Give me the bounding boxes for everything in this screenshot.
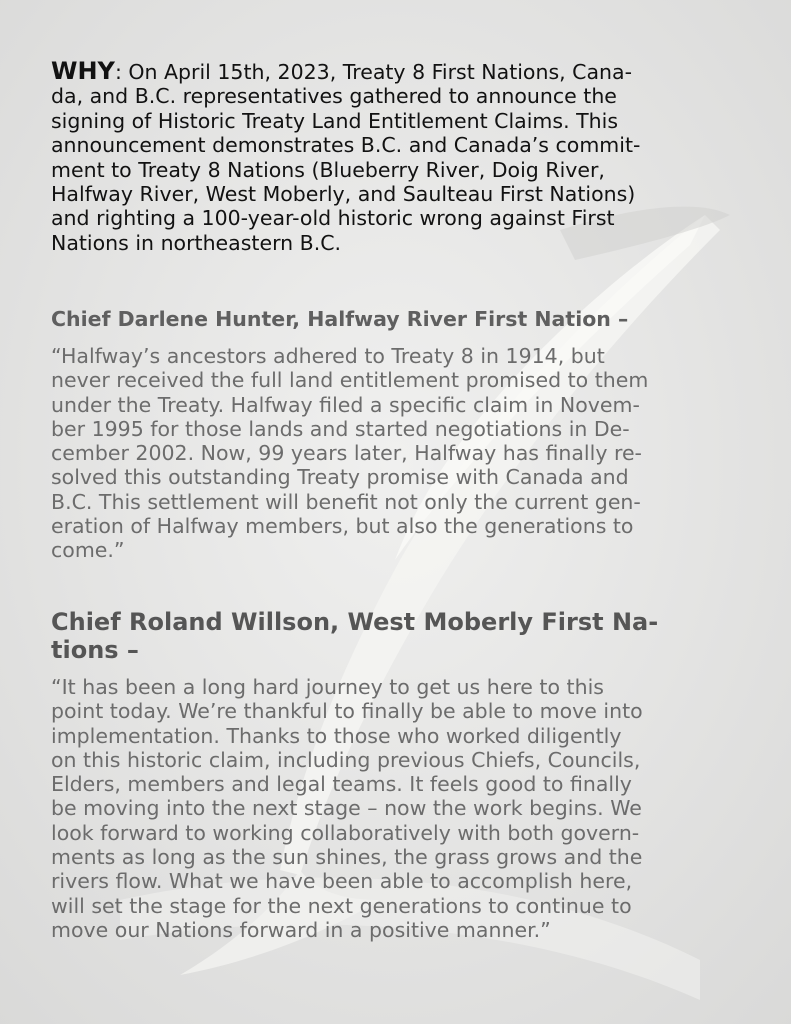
why-line: announcement demonstrates B.C. and Canada’s commit- bbox=[51, 133, 641, 158]
why-line: Nations in northeastern B.C. bbox=[51, 230, 342, 255]
quote-line: “Halfway’s ancestors adhered to Treaty 8 in 1914, but bbox=[51, 344, 605, 368]
quote-line: ments as long as the sun shines, the grass grows and the bbox=[51, 845, 643, 870]
quote-line: come.” bbox=[51, 538, 125, 563]
why-line: signing of Historic Treaty Land Entitlement Claims. This bbox=[51, 108, 619, 133]
why-line: and righting a 100-year-old historic wrong against First bbox=[51, 206, 615, 231]
why-line: ment to Treaty 8 Nations (Blueberry River, Doig River, bbox=[51, 157, 605, 182]
quote-2-text bbox=[51, 675, 741, 942]
heading-line: tions – bbox=[51, 636, 139, 664]
quote-line: implementation. Thanks to those who worked diligently bbox=[51, 723, 622, 748]
quote-line: never received the full land entitlement promised to them bbox=[51, 368, 649, 393]
quote-1-text bbox=[51, 344, 741, 563]
quote-line: move our Nations forward in a positive manner.” bbox=[51, 917, 551, 942]
why-paragraph bbox=[51, 59, 741, 255]
quote-line: on this historic claim, including previous Chiefs, Councils, bbox=[51, 747, 641, 772]
quote-line: solved this outstanding Treaty promise with Canada and bbox=[51, 465, 629, 490]
quote-line: rivers flow. What we have been able to accomplish here, bbox=[51, 869, 633, 894]
quote-line: eration of Halfway members, but also the generations to bbox=[51, 514, 634, 539]
quote-line: under the Treaty. Halfway filed a specific claim in Novem- bbox=[51, 392, 640, 417]
quote-line: ber 1995 for those lands and started negotiations in De- bbox=[51, 416, 630, 441]
why-line-1: WHY: On April 15th, 2023, Treaty 8 First Nations, Cana- bbox=[51, 57, 633, 85]
why-label: WHY bbox=[51, 57, 115, 85]
quote-1-heading: Chief Darlene Hunter, Halfway River First Nation – bbox=[51, 307, 629, 331]
quote-line: look forward to working collaboratively with both govern- bbox=[51, 820, 640, 845]
quote-line: will set the stage for the next generations to continue to bbox=[51, 893, 632, 918]
why-line: Halfway River, West Moberly, and Saulteau First Nations) bbox=[51, 182, 636, 207]
quote-line: cember 2002. Now, 99 years later, Halfway has finally re- bbox=[51, 441, 642, 466]
quote-line: point today. We’re thankful to finally be able to move into bbox=[51, 699, 643, 724]
quote-line: be moving into the next stage – now the work begins. We bbox=[51, 796, 642, 821]
quote-2-heading bbox=[51, 608, 741, 664]
quote-line: “It has been a long hard journey to get us here to this bbox=[51, 675, 604, 699]
quote-line: B.C. This settlement will benefit not only the current gen- bbox=[51, 489, 641, 514]
heading-line: Chief Roland Willson, West Moberly First Na- bbox=[51, 608, 659, 636]
why-line: da, and B.C. representatives gathered to announce the bbox=[51, 84, 617, 109]
quote-line: Elders, members and legal teams. It feels good to finally bbox=[51, 772, 632, 797]
